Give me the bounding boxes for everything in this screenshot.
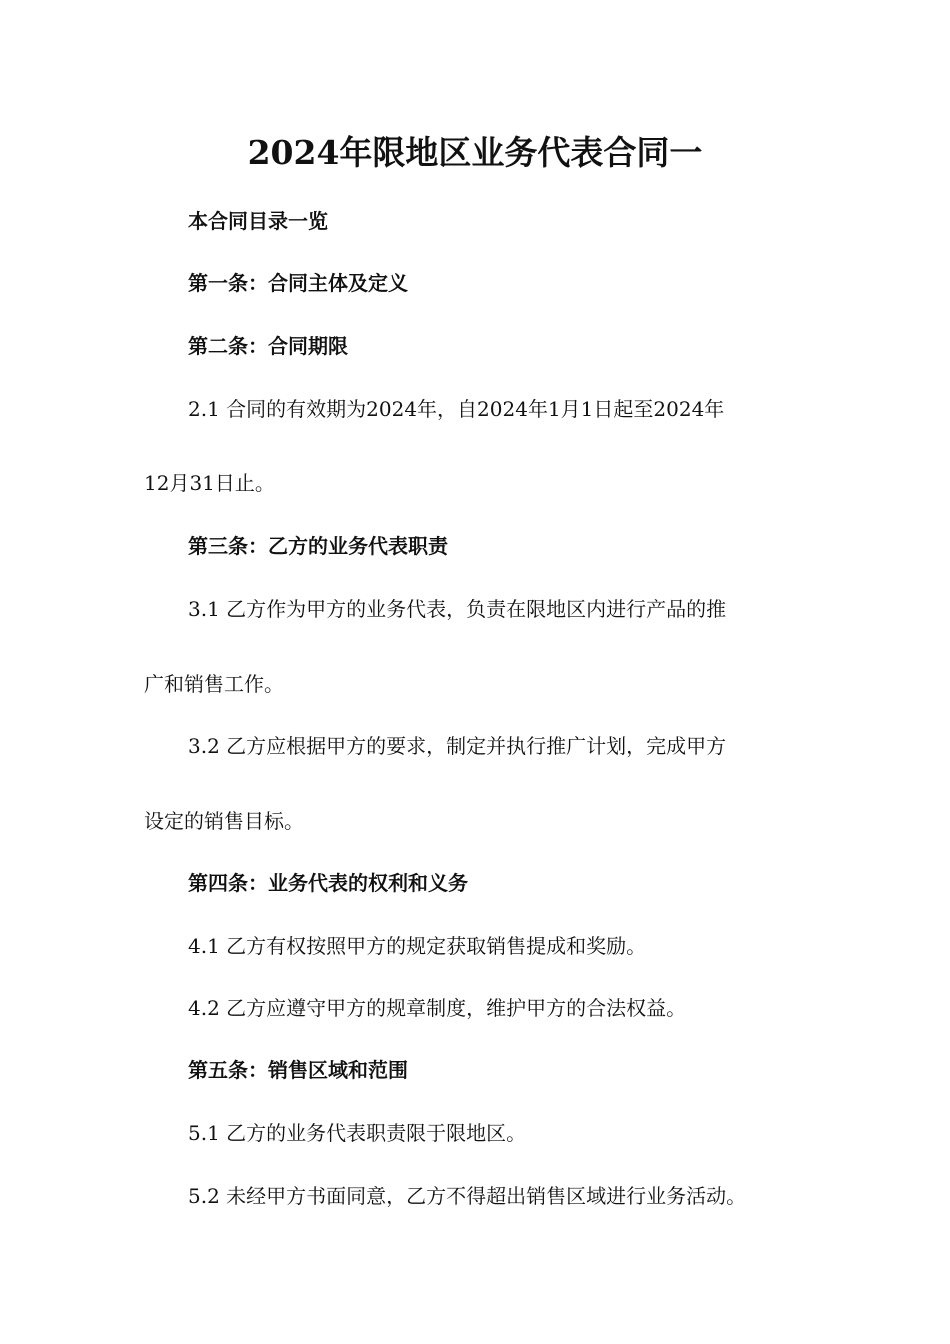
clause-3-2-line-2: 设定的销售目标。 xyxy=(144,809,304,833)
toc-heading: 本合同目录一览 xyxy=(188,209,328,233)
article-2-heading: 第二条：合同期限 xyxy=(188,334,348,358)
clause-4-1: 4.1 乙方有权按照甲方的规定获取销售提成和奖励。 xyxy=(188,934,647,958)
document-title: 2024年限地区业务代表合同一 xyxy=(247,133,703,172)
article-1-heading: 第一条：合同主体及定义 xyxy=(188,271,408,295)
article-5-heading: 第五条：销售区域和范围 xyxy=(188,1058,408,1082)
clause-4-2: 4.2 乙方应遵守甲方的规章制度，维护甲方的合法权益。 xyxy=(188,996,687,1020)
clause-5-2: 5.2 未经甲方书面同意，乙方不得超出销售区域进行业务活动。 xyxy=(188,1184,747,1208)
clause-3-2-line-1: 3.2 乙方应根据甲方的要求，制定并执行推广计划，完成甲方 xyxy=(188,734,727,758)
clause-3-1-line-2: 广和销售工作。 xyxy=(144,672,284,696)
clause-3-1-line-1: 3.1 乙方作为甲方的业务代表，负责在限地区内进行产品的推 xyxy=(188,597,727,621)
clause-2-1-line-2: 12月31日止。 xyxy=(144,471,275,495)
article-3-heading: 第三条：乙方的业务代表职责 xyxy=(188,534,448,558)
clause-2-1-line-1: 2.1 合同的有效期为2024年，自2024年1月1日起至2024年 xyxy=(188,397,725,421)
clause-5-1: 5.1 乙方的业务代表职责限于限地区。 xyxy=(188,1121,527,1145)
article-4-heading: 第四条：业务代表的权利和义务 xyxy=(188,871,468,895)
